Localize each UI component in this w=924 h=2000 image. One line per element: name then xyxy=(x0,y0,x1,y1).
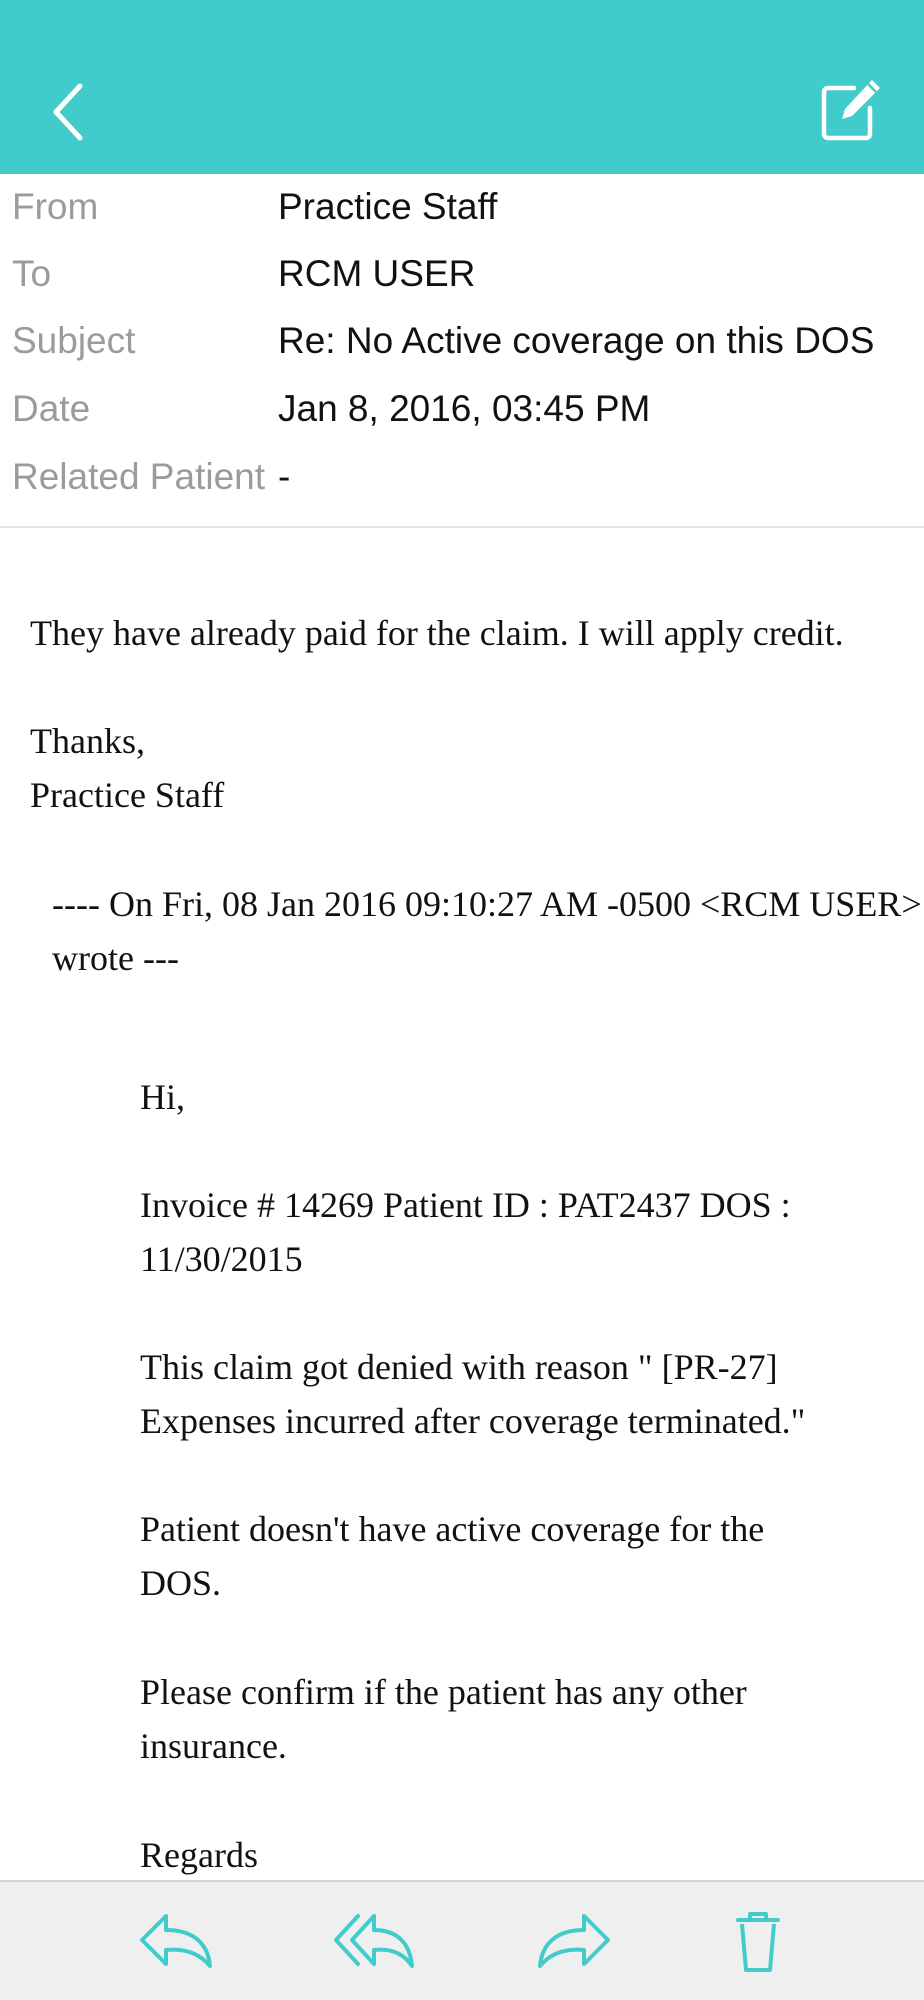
message-meta xyxy=(0,174,924,528)
date-label: Date xyxy=(12,388,91,429)
quoted-line: Please confirm if the patient has any other xyxy=(140,1672,747,1712)
subject-row xyxy=(0,308,924,376)
reply-button[interactable] xyxy=(134,1904,218,1976)
quoted-line: Patient doesn't have active coverage for the xyxy=(140,1509,765,1549)
top-bar xyxy=(0,0,924,174)
message-body xyxy=(0,530,924,1880)
forward-icon xyxy=(532,1904,616,1976)
from-value: Practice Staff xyxy=(278,186,498,227)
compose-icon xyxy=(818,76,882,142)
signoff-name: Practice Staff xyxy=(30,775,225,815)
quoted-line: Regards xyxy=(140,1835,258,1875)
quote-header-line: ---- On Fri, 08 Jan 2016 09:10:27 AM -0500 <RCM USER> xyxy=(52,884,922,924)
quote-header-line: wrote --- xyxy=(52,938,179,978)
delete-button[interactable] xyxy=(716,1904,800,1976)
quoted-invoice xyxy=(140,1178,791,1286)
from-label: From xyxy=(12,186,99,227)
reply-all-button[interactable] xyxy=(332,1904,416,1976)
subject-value: Re: No Active coverage on this DOS xyxy=(278,320,875,361)
to-label: To xyxy=(12,253,52,294)
reply-icon xyxy=(134,1904,218,1976)
quoted-line: insurance. xyxy=(140,1726,287,1766)
chevron-left-icon xyxy=(40,72,100,144)
to-row xyxy=(0,241,924,309)
related-patient-label: Related Patient xyxy=(12,456,266,497)
signoff xyxy=(30,714,224,822)
back-button[interactable] xyxy=(40,72,100,144)
quoted-confirm xyxy=(140,1665,747,1773)
quoted-line: DOS. xyxy=(140,1563,222,1603)
subject-label: Subject xyxy=(12,320,136,361)
to-value: RCM USER xyxy=(278,253,476,294)
related-patient-row xyxy=(0,444,924,512)
trash-icon xyxy=(716,1904,800,1976)
quoted-line: This claim got denied with reason " [PR-27] xyxy=(140,1347,778,1387)
quote-header xyxy=(52,877,922,985)
reply-text xyxy=(30,606,844,660)
quoted-greeting xyxy=(140,1070,185,1124)
quoted-denial xyxy=(140,1340,805,1448)
quoted-coverage xyxy=(140,1502,764,1610)
reply-all-icon xyxy=(332,1904,416,1976)
compose-button[interactable] xyxy=(818,76,882,142)
date-value: Jan 8, 2016, 03:45 PM xyxy=(278,388,651,429)
quoted-closing xyxy=(140,1828,258,1880)
date-row xyxy=(0,376,924,444)
quoted-line: Invoice # 14269 Patient ID : PAT2437 DOS : xyxy=(140,1185,791,1225)
bottom-toolbar xyxy=(0,1880,924,2000)
quoted-line: 11/30/2015 xyxy=(140,1239,303,1279)
from-row xyxy=(0,174,924,242)
quoted-line: Expenses incurred after coverage terminated." xyxy=(140,1401,806,1441)
related-patient-value: - xyxy=(278,456,291,497)
reply-line: They have already paid for the claim. I will apply credit. xyxy=(30,613,844,653)
signoff-line: Thanks, xyxy=(30,721,145,761)
quoted-line: Hi, xyxy=(140,1077,185,1117)
forward-button[interactable] xyxy=(532,1904,616,1976)
